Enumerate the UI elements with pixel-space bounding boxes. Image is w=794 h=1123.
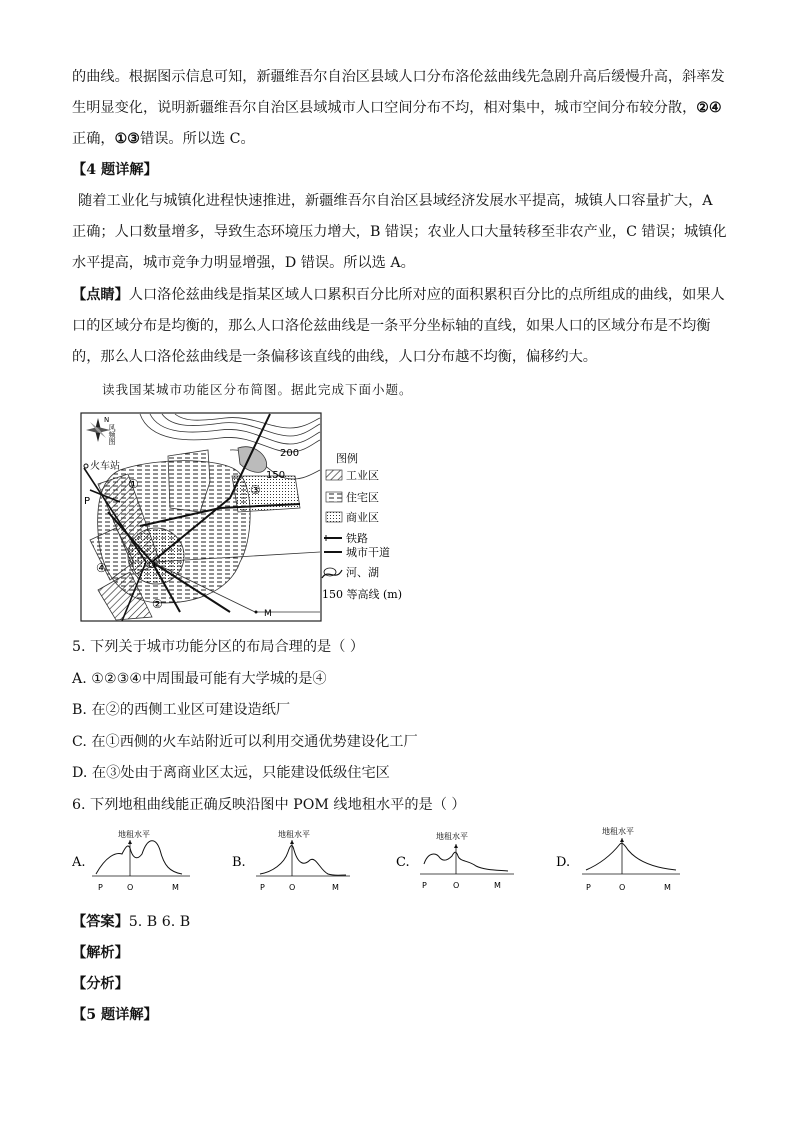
svg-text:M: M <box>264 609 272 619</box>
q5-option-d[interactable]: D. 在③处由于离商业区太远，只能建设低级住宅区 <box>72 765 390 781</box>
svg-text:图例: 图例 <box>336 452 358 465</box>
station-label: 火车站 <box>90 461 120 472</box>
svg-text:M: M <box>332 883 339 892</box>
svg-text:150 等高线 (m): 150 等高线 (m) <box>322 588 403 601</box>
text-line: 随着工业化与城镇化进程快速推进，新疆维吾尔自治区县域经济发展水平提高，城镇人口容量扩大，A <box>78 193 713 209</box>
text-line: 的，那么人口洛伦兹曲线是一条偏移该直线的曲线，人口分布越不均衡，偏移约大。 <box>72 349 597 365</box>
section-4-title: 【4 题详解】 <box>72 162 158 178</box>
svg-text:地租水平: 地租水平 <box>278 830 310 839</box>
svg-text:P: P <box>260 883 265 892</box>
svg-text:工业区: 工业区 <box>346 469 379 482</box>
svg-text:200: 200 <box>280 448 300 459</box>
svg-text:④: ④ <box>96 561 107 575</box>
q6-option-a-chart[interactable] <box>72 826 192 900</box>
svg-text:M: M <box>664 883 671 892</box>
svg-text:M: M <box>172 883 179 892</box>
text-line: 口的区域分布是均衡的，那么人口洛伦兹曲线是一条平分坐标轴的直线，如果人口的区域分布是不均衡 <box>72 318 711 334</box>
dianjing-label: 【点睛】 <box>72 287 129 303</box>
svg-text:P: P <box>422 881 427 890</box>
circled-24: ②④ <box>696 100 722 116</box>
map-legend <box>322 451 402 601</box>
svg-text:商业区: 商业区 <box>346 511 379 524</box>
fenxi-label: 【分析】 <box>72 976 129 992</box>
text-line: 生明显变化，说明新疆维吾尔自治区县域城市人口空间分布不均，相对集中，城市空间分布较分散，②④ <box>72 100 722 116</box>
svg-text:O: O <box>453 881 460 890</box>
figure-caption: 读我国某城市功能区分布简图。据此完成下面小题。 <box>102 382 413 397</box>
svg-text:B.: B. <box>232 855 246 870</box>
circled-13: ①③ <box>114 131 141 147</box>
svg-text:地租水平: 地租水平 <box>118 830 150 839</box>
svg-text:住宅区: 住宅区 <box>346 491 379 504</box>
text-line: 正确；人口数量增多，导致生态环境压力增大，B 错误；农业人口大量转移至非农产业，C 错误；城镇化 <box>72 224 727 240</box>
svg-text:A.: A. <box>72 855 86 870</box>
question-6-stem: 6. 下列地租曲线能正确反映沿图中 POM 线地租水平的是（ ） <box>72 797 466 813</box>
q5-option-b[interactable]: B. 在②的西侧工业区可建设造纸厂 <box>72 702 291 718</box>
text-line: 正确，①③错误。所以选 C。 <box>72 131 255 147</box>
svg-text:O: O <box>619 883 626 892</box>
question-5-stem: 5. 下列关于城市功能分区的布局合理的是（ ） <box>72 639 365 655</box>
text-line: 的曲线。根据图示信息可知，新疆维吾尔自治区县域人口分布洛伦兹曲线先急剧升高后缓慢升高，斜率发 <box>72 69 725 85</box>
svg-text:P: P <box>586 883 591 892</box>
svg-text:地租水平: 地租水平 <box>602 827 634 836</box>
q6-option-c-chart[interactable] <box>396 826 516 900</box>
section-5-title: 【5 题详解】 <box>72 1007 158 1023</box>
q5-option-c[interactable]: C. 在①西侧的火车站附近可以利用交通优势建设化工厂 <box>72 734 418 750</box>
svg-text:D.: D. <box>556 855 571 870</box>
svg-text:P: P <box>84 496 91 507</box>
svg-text:C.: C. <box>396 855 410 870</box>
svg-text:②: ② <box>152 597 163 611</box>
paragraph-analysis <box>72 62 724 155</box>
paragraph-dianjing <box>72 280 724 373</box>
svg-text:P: P <box>98 883 103 892</box>
svg-text:150: 150 <box>266 470 286 481</box>
svg-text:河、湖: 河、湖 <box>346 566 379 579</box>
text-line: 水平提高，城市竞争力明显增强，D 错误。所以选 A。 <box>72 255 415 271</box>
svg-text:③: ③ <box>250 483 261 497</box>
q6-option-d-chart[interactable] <box>556 822 686 900</box>
svg-text:城市干道: 城市干道 <box>346 546 390 559</box>
svg-text:O: O <box>148 560 156 571</box>
svg-text:O: O <box>127 883 134 892</box>
q6-option-b-chart[interactable] <box>232 826 352 900</box>
svg-text:铁路: 铁路 <box>346 532 368 545</box>
answer-line: 【答案】5. B 6. B <box>72 914 191 930</box>
city-function-map <box>80 412 420 628</box>
jiexi-label: 【解析】 <box>72 945 129 961</box>
svg-text:N: N <box>104 416 110 424</box>
svg-text:地租水平: 地租水平 <box>436 832 468 841</box>
text-line: 【点睛】人口洛伦兹曲线是指某区域人口累积百分比所对应的面积累积百分比的点所组成的曲线，如果人 <box>72 287 725 303</box>
svg-text:风频图: 风频图 <box>108 424 116 445</box>
svg-text:O: O <box>289 883 296 892</box>
q5-option-a[interactable]: A. ①②③④中周围最可能有大学城的是④ <box>72 671 327 687</box>
paragraph-q4 <box>72 186 727 279</box>
svg-text:M: M <box>494 881 501 890</box>
svg-text:①: ① <box>128 477 139 491</box>
